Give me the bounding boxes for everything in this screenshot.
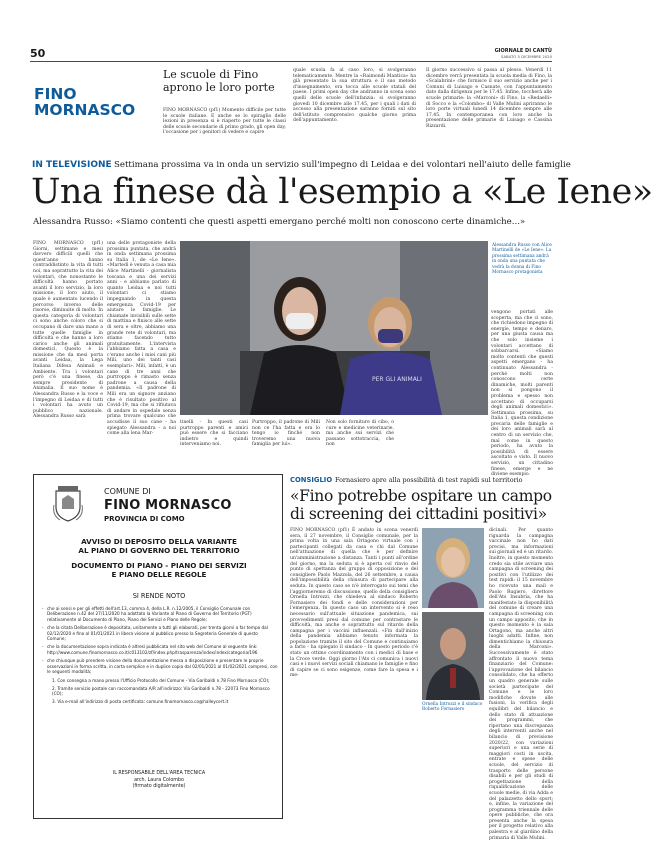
main-photo-caption: Alessandra Russo con Alice Martinelli de «Le Iene». La prossima settimana andrà in onda una puntata che vedrà la donna di Fino Mornasco protagonista xyxy=(492,243,552,276)
notice-item: - che la documentazione sopra indicata è altresì pubblicata nel sito web del Comune al seguente link: http://www.comune.finomornasco.co.it/c013102/zf/index.php/trasparenza/index/index/categoria/196 xyxy=(42,644,258,655)
consiglio-col2: dicinali. Per quanto riguarda la campagna vaccinale non ho dati precisi, ma informazioni sui giornali ed è un ritardo. Inoltre, in questo momento credo sia utile avviare una campagna di screening dei positivi con l'utilizzo dei test rapidi: il 15 novembre ho ricevuto una mail e Paolo Rugiero, direttore dell'Ats Insubria, che ha manifestato la disponibilità del comune di creare una campagna di screening con un campo apposito, che in questo momento è la sala Ortagono, ma anche altri luoghi adatti. Infine, non dimentichiamo la chiusura della Marconi». Successivamente è stato affrontato il nuovo tema finanziario del Comune: l'approvazione del bilancio consolidato, che ha offerto un quadro generale sulle società partecipate del Comune e le loro modifiche dovute alle fusioni, la verifica degli equilibri del bilancio e dello stato di attuazione dei programmi, che riportano una discrepanza degli interventi anche nel bilancio di previsione 2020/22, con variazioni superiori e una serie di maggiori costi in uscita, entrate e spese delle scuole, del servizio di trasporto delle persone disabili e per gli studi di progettazione della riqualificazione delle scuole medie, di via Adda e del palazzetto dello sport; e, infine, la variazione del programma triennale delle opere pubbliche, che ora presenta anche la spesa per il progetto relativo alla palestra e al giardino della primaria di Valle Mulini. xyxy=(489,528,553,841)
notice-title: AVVISO DI DEPOSITO DELLA VARIANTE AL PIANO DI GOVERNO DEL TERRITORIO xyxy=(78,537,240,555)
notice-item: - che chiunque può prendere visione della documentazione messa a disposizione e presentare le proprie osservazioni in forma scritta, in carta semplice e in duplice copia dal 02/01/2021 al 01/02/2021 compresi, con le seguenti modalità; xyxy=(42,658,278,675)
consiglio-headline: «Fino potrebbe ospitare un campo di screening dei cittadini positivi» xyxy=(290,487,552,523)
comune-name: FINO MORNASCO xyxy=(104,498,232,513)
comune-label: COMUNE DI xyxy=(104,487,151,496)
main-photo-image xyxy=(180,241,488,415)
public-notice xyxy=(33,474,283,819)
top-article-title: Le scuole di Fino aprono le loro porte xyxy=(163,68,275,94)
consiglio-photo-caption: Ornella Introzzi e il sindaco Roberto Fornasiero xyxy=(422,702,483,713)
page-header xyxy=(30,48,552,62)
main-article-col2: una delle protagoniste della prossima puntata, che andrà in onda settimana prossima su Italia 1, de «Le Iene». «Martedì è venuta a casa mia Alice Martinelli - giornalista toscana e una dei servizi anni - e abbiamo parlato di quanto Leidaa e noi tutti volontari ci stiamo impegnando in questa emergenza Covid-19 per aiutare le famiglie. Le chiamate invisibili sulle sette di mattina e finisco alle sette di sera e oltre, abbiamo una grande rete di volontari, ma stiamo facendo tutto gratuitamente. L'intervista l'abbiamo fatta a casa e c'erano anche i miei cani più Mili, uno dei tanti casi esemplari». Mili, infatti, è un cane di tre anni che purtroppo è rimasto senza padrone a causa della pandemia. «Il padrone di Mili era un signore anziano che è risultato positivo al Covid-19, ma che si rifiutava di andare in ospedale senza prima trovare qualcuno che accudisse il suo cane - ha spiegato Alessandra - a noi come alla lena Mar- xyxy=(107,241,176,437)
consiglio-photo-1-image xyxy=(422,528,484,608)
top-article-col1: FINO MORNASCO (pf1) Momento difficile per tutte le scuole italiane. E anche se lo spiraglio delle lezioni in presenza si è riaperto per tutte le classi delle scuole secondarie di primo grado, gli open day, l'occasione per i genitori di vedere e capire xyxy=(163,108,286,136)
header-rule xyxy=(30,61,552,62)
main-article-col4: Purtroppo, il padrone di Mili non ce l'ha fatta e ora lo tengo io finché non troveremo una nuova famiglia per lui». xyxy=(252,420,320,448)
top-article-col3: Il giorno successivo si passa al plesso. Venerdì 11 dicembre verrà presentata la scuola media di Fino, la «Scalabrini» che fornisce il suo servizio anche per i Comuni di Luisago e Casnate, con l'appuntamento dato dalla dirigenza per le 17.45. Infine, toccherà alle scuole primarie: la «Marconi» di Fino, la «Redaelli» di Socco e la «Colombo» di Valle Mulini apriranno le loro porte virtuali lunedì 14 dicembre sempre alle 17.45. In contemporanea con loro anche la presentazione delle primarie di Luisago e Cassina Rizzardi. xyxy=(426,68,552,129)
main-article-col3: tinelli - In questi casi purtroppo parenti e amici può essere che si facciano indietro e quindi interveniamo noi. xyxy=(180,420,248,448)
consiglio-kicker: CONSIGLIO xyxy=(290,476,333,484)
main-article-col5: Non solo forniture di cibo, o cure e medicine veterinarie, ma anche sui servizi che passano sottotraccia, che non xyxy=(326,420,394,448)
issue-date: SABATO 5 DICEMBRE 2020 xyxy=(500,54,552,59)
main-headline: Una finese dà l'esempio a «Le Iene» xyxy=(31,172,653,212)
notice-item: - che ai sensi e per gli effetti dell'art.13, comma 4, della L.R. n.12/2005, il Consiglio Comunale con Deliberazione n.42 del 27/11/2020 ha adottato la Variante al Piano di Governo del Territorio (PGT) relativamente al Documento di Piano, Piano dei Servizi e Piano delle Regole; xyxy=(42,606,252,622)
crest-icon xyxy=(52,485,84,523)
consiglio-photo-2 xyxy=(422,612,484,700)
notice-numbered: 1. Con consegna a mano presso l'Ufficio Protocollo del Comune - Via Garibaldi n.78 Fino Mornasco (CO); 2. Tramite servizio postale con raccomandata A/R all'indirizzo: Via Garibaldi n.78 - 22073 Fino Mornasco (CO); 3. Via e-mail all'indirizzo di posta certificata: comune.finomornasco.co@halleycert.it xyxy=(52,678,270,704)
main-kicker-text: Settimana prossima va in onda un servizio sull'impegno di Leidaa e dei volontari nell'aiuto delle famiglie xyxy=(114,160,571,170)
top-article xyxy=(163,66,552,158)
consiglio-photo-2-image xyxy=(422,612,484,700)
notice-item: - che la citata Deliberazione è depositata, unitamente a tutti gli elaborati, per trenta giorni a far tempo dal 02/12/2020 e fino al 01/01/2021 in libera visione al pubblico presso la Segreteria Generale di questo Comune; xyxy=(42,625,268,642)
main-kicker-bar xyxy=(30,160,571,172)
newspaper-name: GIORNALE DI CANTÙ xyxy=(494,48,552,54)
consiglio-kicker-bar xyxy=(290,476,553,486)
top-article-col2: quale scuola fa al caso loro, si svolgeranno telematicamente. Mentre la «Raimondi Mantica» ha già presentato la sua struttura e il suo metodo d'insegnamento, ora tocca alle scuole statali del paese. I primi open day che andranno in scena sono quelli delle scuole dell'infanzia: si svolgeranno giovedì 10 dicembre alle 17.45, per i quali i dati di accesso alla presentazione saranno forniti sul sito dell'istituto comprensivo qualche giorno prima dell'appuntamento. xyxy=(293,68,416,124)
main-photo xyxy=(180,241,488,415)
notice-rende-noto: SI RENDE NOTO xyxy=(132,592,186,600)
section-title-line2: MORNASCO xyxy=(34,101,136,119)
main-article-col1: FINO MORNASCO (pf1) Giorni, settimane e mesi davvero difficili quelli che quest'anno hanno contraddistinto la vita di tutti noi, ma soprattutto la vita dei volontari, che nonostante le difficoltà hanno portato avanti il loro servizio, la loro missione, il loro aiuto, il quale è aumentato lucendo il percorso inverso delle risorse, diminuite di molto. In questa categoria di volontari ci sono anche coloro che si occupano di dare una mano a tutte quelle famiglie in difficoltà e che hanno a loro carico anche gli animali domestici. Questo è la missione che da mesi porta avanti Leidaa, la Lega Italiana Difesa Animali e Ambiente. Tra i volontari però c'è una finese, da sempre presidente di Animalia. Il suo nome è Alessandra Russo e la voce e l'impegno di Leidaa e di tutti i volontari ha avuto un pubblico nazionale. Alessandra Russo sarà xyxy=(33,241,103,420)
comune-crest xyxy=(52,485,84,523)
main-subhead: Alessandra Russo: «Siamo contenti che questi aspetti emergano perché molti non conoscono certe dinamiche...» xyxy=(33,217,526,227)
section-title-line1: FINO xyxy=(34,85,77,103)
consiglio-photo-1 xyxy=(422,528,484,608)
consiglio-kicker-text: Fornasiero apre alla possibilità di test rapidi sul territorio xyxy=(335,476,523,484)
svg-text:PER GLI ANIMALI: PER GLI ANIMALI xyxy=(372,376,422,383)
notice-subtitle: DOCUMENTO DI PIANO - PIANO DEI SERVIZI E PIANO DELLE REGOLE xyxy=(71,561,247,579)
page-number: 50 xyxy=(30,47,46,60)
section-title xyxy=(34,86,156,118)
notice-items xyxy=(42,606,278,704)
consiglio-col1: FINO MORNASCO (pf1) È andato in scena venerdì sera, il 27 novembre, il Consiglio comunale, per la prima volta in una sala Ortagono virtuale con i partecipanti collegati da casa e chi dal Comune nell'attuazione di quella che è per definire un'amministrazione a distanza. Tanti i punti all'ordine del giorno, ma la seduta si è aperta col rinvio del punto di spettanza del gruppo di opposizione e del consigliere Paolo Mazzola, del 26 settembre, a causa dell'impossibilità della chiusura di partecipare alla seduta. In questo caso se n'è interrogato sui temi che l'aggiorneremo di discussione, quello della consigliera Ornella Introzzi, che chiedeva al sindaco Roberto Fornasiero dei fondi e delle considerazioni per l'emergenza. In questo caso un intervento si è reso necessario sull'attuale situazione pandemica, sui provvedimenti presi dal comune per contrastare le difficoltà, ma anche e soprattutto sul ritardo della campagna per i vaccini influenzali. «Fin dall'inizio della pandemia abbiamo tenuto informata la popolazione tramite il sito del Comune e continuiamo a farlo - ha spiegato il sindaco - In questo periodo c'è stato un ottimo coordinamento con i medici di base e la Croce verde. Oggi giorno l'Ats ci comunica i nuovi casi e i nuovi servizi sociali chiamano le famiglie e fino di capire se ci sono esigenze, come fare la spesa e i me- xyxy=(290,528,418,679)
comune-provincia: PROVINCIA DI COMO xyxy=(104,515,185,523)
notice-signature: IL RESPONSABILE DELL'AREA TECNICA arch. Laura Colombo (firmato digitalmente) xyxy=(112,771,206,789)
main-article-col6: vengono portati alle scoperta, ma che ci sono, che richiedono impegno di energie, tempo e denaro, per una giusta causa ma che solo insieme i volontari accettano di sobbarcarsi. «Siamo molto contenti che questi aspetti emergano - ha continuato Alessandra - perché molti non conoscono certe dinamiche, molti parenti non si pongono il problema e spesso non accettano di occuparsi degli animali domestici». Settimana prossima, su Italia 1, questa condizione precaria delle famiglie e dei loro animali sarà al centro di un servizio che, mai come in questo periodo, ha avuto la possibilità di essere ascoltato e visto. Il nuovo servizio, un cittadino finese, emerge e ne diviene esempio. xyxy=(491,310,554,478)
main-kicker: IN TELEVISIONE xyxy=(32,160,112,170)
